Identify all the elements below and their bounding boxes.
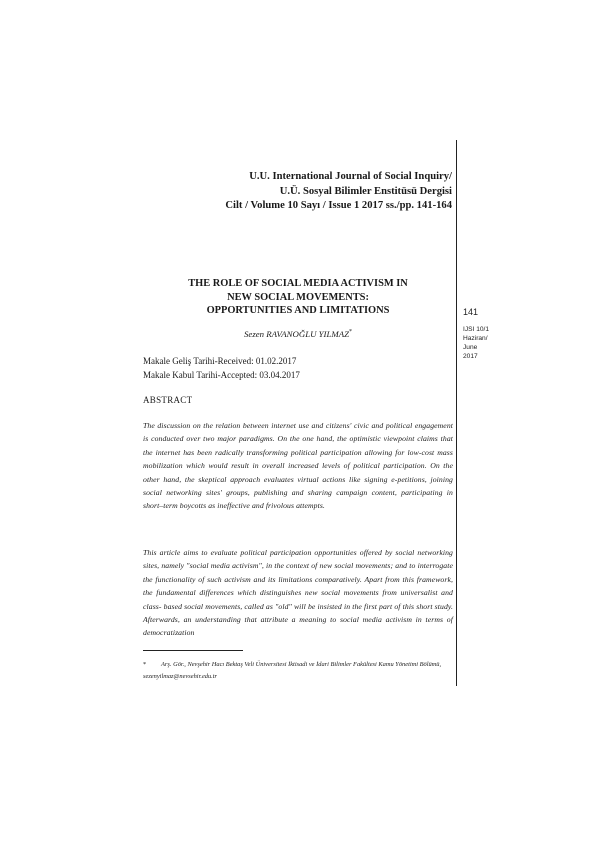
abstract-paragraph: This article aims to evaluate political participation opportunities offered by social networking sites, namely "social media activism", in the context of new social movements; and to interrogate the functionality of such activism and its limitations comparatively. Apart from this framework, the fundamental differences which distinguishes new social movements from universalist and class- based social movements, called as "old" will be insisted in the first part of this short study. Afterwards, an understanding that attribute a meaning to social media activism in terms of democratization bbox=[143, 548, 453, 638]
journal-volume-line: Cilt / Volume 10 Sayı / Issue 1 2017 ss./pp. 141-164 bbox=[225, 200, 452, 211]
margin-info bbox=[463, 307, 489, 361]
page-number: 141 bbox=[463, 307, 479, 317]
author bbox=[143, 329, 453, 339]
footnote-text: Arş. Gör., Nevşehir Hacı Bektaş Veli Üniversitesi İktisadi ve İdari Bilimler Fakültesi Kamu Yönetimi Bölümü, sezenyilmaz@nevsehir.edu.tr bbox=[143, 661, 442, 680]
article-title-line: OPPORTUNITIES AND LIMITATIONS bbox=[206, 305, 390, 316]
footnote-rule bbox=[143, 650, 243, 651]
journal-title-line: U.Ü. Sosyal Bilimler Enstitüsü Dergisi bbox=[279, 185, 452, 197]
margin-info-line: IJSI 10/1 bbox=[463, 326, 490, 333]
author-name: Sezen RAVANOĞLU YILMAZ bbox=[244, 329, 349, 339]
abstract-heading: ABSTRACT bbox=[143, 395, 193, 405]
journal-header bbox=[225, 170, 452, 214]
article-dates bbox=[143, 355, 300, 382]
margin-info-line: 2017 bbox=[463, 353, 478, 360]
margin-info-line: June bbox=[463, 344, 478, 351]
article-title-line: THE ROLE OF SOCIAL MEDIA ACTIVISM IN bbox=[188, 278, 408, 289]
journal-title-line: U.U. International Journal of Social Inquiry/ bbox=[249, 171, 452, 182]
article-title bbox=[143, 277, 453, 318]
article-title-line: NEW SOCIAL MOVEMENTS: bbox=[227, 291, 369, 303]
margin-info-line: Haziran/ bbox=[463, 335, 488, 342]
footnote bbox=[143, 659, 453, 683]
abstract-paragraph: The discussion on the relation between internet use and citizens' civic and political engagement is conducted over two major paradigms. On the one hand, the optimistic viewpoint claims that the internet has been radically transforming political participation allowing for low-cost mass mobilization which would result in overall increased levels of political participation. On the other hand, the skeptical approach evaluates virtual actions like signing e-petitions, joining social networking sites' groups, publishing and sharing campaign content, participating in short–term boycotts as ineffective and frivolous attempts. bbox=[143, 421, 453, 511]
footnote-marker: * bbox=[143, 661, 147, 668]
author-footnote-marker: * bbox=[348, 329, 352, 336]
received-date: Makale Geliş Tarihi-Received: 01.02.2017 bbox=[143, 356, 297, 366]
accepted-date: Makale Kabul Tarihi-Accepted: 03.04.2017 bbox=[143, 369, 300, 380]
margin-vertical-rule bbox=[456, 140, 457, 686]
